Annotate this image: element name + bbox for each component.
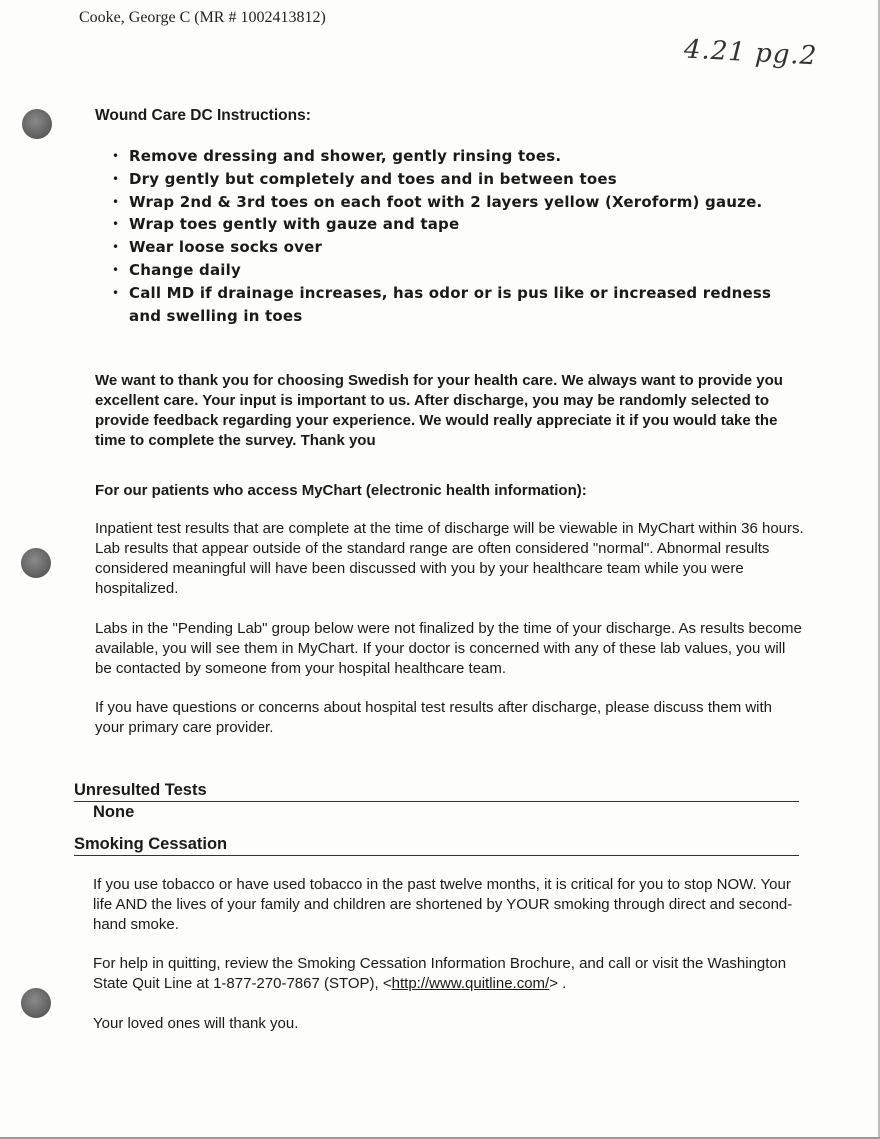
quitline-paragraph <box>93 954 808 994</box>
mychart-paragraph: Inpatient test results that are complete at the time of discharge will be viewable in MyChart within 36 hours. Lab results that appear outside of the standard range are often considered "normal". Abnormal results considered meaningful will have been discussed with you by your healthcare team while you were hospitalized. <box>95 520 804 597</box>
list-item: • Change daily <box>112 259 802 282</box>
list-item: • Call MD if drainage increases, has odor or is pus like or increased redness and swelling in toes <box>112 282 802 328</box>
mychart-heading: For our patients who access MyChart (electronic health information): <box>95 482 587 499</box>
unresulted-tests-value: None <box>93 803 135 821</box>
list-item: • Wrap 2nd & 3rd toes on each foot with 2 layers yellow (Xeroform) gauze. <box>112 191 802 214</box>
patient-header: Cooke, George C (MR # 1002413812) <box>79 9 326 26</box>
wound-care-list <box>112 145 802 327</box>
quitline-text: For help in quitting, review the Smoking Cessation Information Brochure, and call or visit the Washington State Quit Line at 1-877-270-7867 (STOP), < <box>93 955 787 992</box>
list-item: • Wrap toes gently with gauze and tape <box>112 213 802 236</box>
punch-hole-icon <box>21 548 51 578</box>
list-item: • Dry gently but completely and toes and in between toes <box>112 168 802 191</box>
handwritten-page-note: 4.21 pg.2 <box>683 34 818 72</box>
list-item: • Wear loose socks over <box>112 236 802 259</box>
smoking-paragraph: If you use tobacco or have used tobacco in the past twelve months, it is critical for you to stop NOW. Your life AND the lives of your family and children are shortened by YOUR smoking through direct and second-hand smoke. <box>93 876 793 933</box>
smoking-cessation-heading: Smoking Cessation <box>74 835 799 856</box>
mychart-paragraph: If you have questions or concerns about hospital test results after discharge, please discuss them with your primary care provider. <box>95 699 773 736</box>
mychart-paragraph: Labs in the "Pending Lab" group below were not finalized by the time of your discharge. As results become available, you will see them in MyChart. If your doctor is concerned with any of these lab values, you will be contacted by someone from your hospital healthcare team. <box>95 620 802 677</box>
quitline-link[interactable]: http://www.quitline.com/ <box>391 975 550 992</box>
wound-care-title: Wound Care DC Instructions: <box>95 107 311 124</box>
unresulted-tests-heading: Unresulted Tests <box>74 781 799 802</box>
thanks-paragraph: We want to thank you for choosing Swedish for your health care. We always want to provide you excellent care. Your input is important to us. After discharge, you may be randomly selected to provide feedback regarding your experience. We would really appreciate it if you would take the time to complete the survey. Thank you <box>95 372 783 449</box>
list-item: • Remove dressing and shower, gently rinsing toes. <box>112 145 802 168</box>
quitline-text-end: > . <box>549 975 567 992</box>
punch-hole-icon <box>22 109 52 139</box>
punch-hole-icon <box>21 988 51 1018</box>
closing-line: Your loved ones will thank you. <box>93 1015 299 1032</box>
